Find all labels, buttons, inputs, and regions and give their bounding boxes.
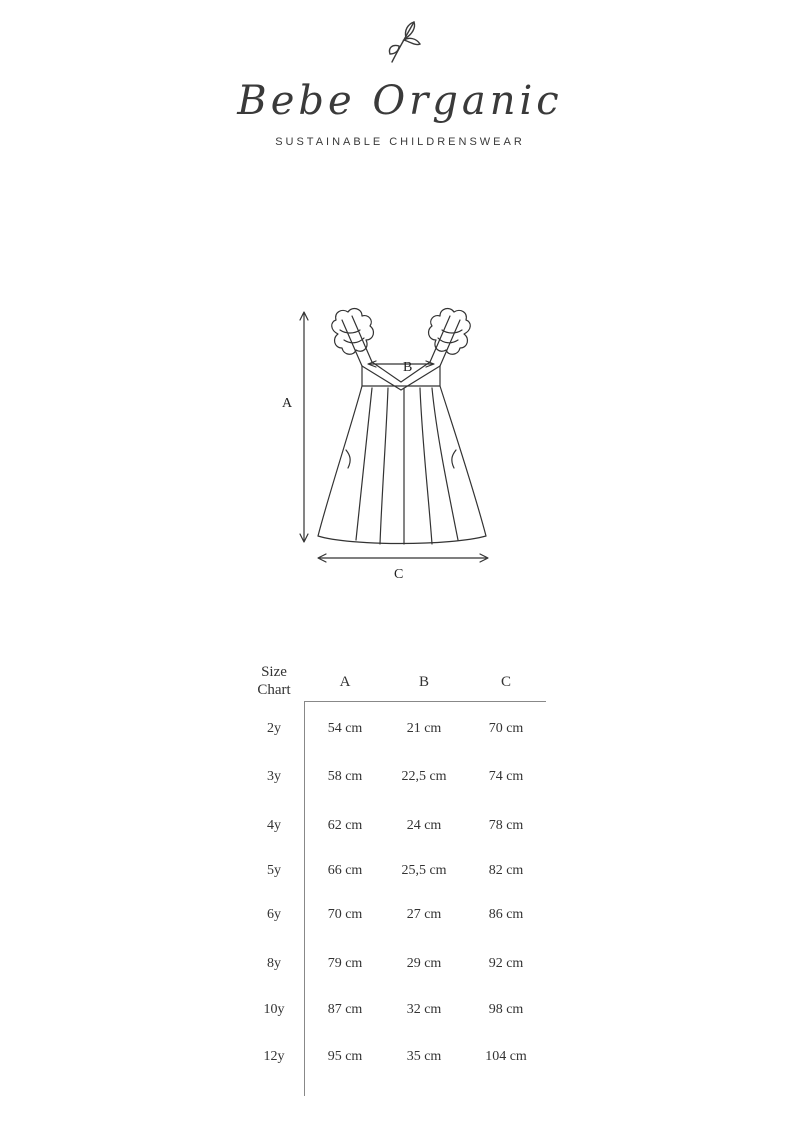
measurement-a-cell: 58 cm (327, 769, 363, 784)
header-divider (304, 701, 546, 702)
measurement-a-cell: 70 cm (327, 907, 363, 922)
size-column-divider (304, 701, 305, 1096)
brand-header (0, 0, 800, 160)
measurement-c-cell: 82 cm (488, 863, 524, 878)
measurement-c-cell: 86 cm (488, 907, 524, 922)
size-cell: 10y (263, 1002, 285, 1017)
size-chart-heading-line1: Size (261, 664, 287, 680)
measurement-c-cell: 78 cm (488, 818, 524, 833)
column-header-c: C (500, 674, 511, 690)
size-chart-heading (240, 663, 308, 699)
measurement-c-cell: 92 cm (488, 956, 524, 971)
table-row (240, 818, 560, 838)
size-chart-heading-line2: Chart (257, 682, 291, 698)
measurement-b-cell: 21 cm (406, 721, 442, 736)
measurement-b-cell: 27 cm (406, 907, 442, 922)
brand-name: Bebe Organic (237, 78, 563, 124)
table-row (240, 1049, 560, 1069)
measurement-b-cell: 25,5 cm (401, 863, 447, 878)
size-cell: 6y (267, 907, 281, 922)
size-cell: 4y (267, 818, 281, 833)
table-row (240, 721, 560, 741)
dimension-b-label: B (403, 360, 413, 375)
leaf-sprig-icon (0, 0, 800, 80)
measurement-b-cell: 35 cm (406, 1049, 442, 1064)
measurement-b-cell: 29 cm (406, 956, 442, 971)
column-header-a: A (339, 674, 351, 690)
table-row (240, 1002, 560, 1022)
table-row (240, 769, 560, 789)
table-row (240, 863, 560, 883)
measurement-c-cell: 74 cm (488, 769, 524, 784)
measurement-c-cell: 104 cm (485, 1049, 527, 1064)
brand-tagline: SUSTAINABLE CHILDRENSWEAR (275, 136, 525, 148)
measurement-a-cell: 62 cm (327, 818, 363, 833)
size-cell: 8y (267, 956, 281, 971)
measurement-a-cell: 95 cm (327, 1049, 363, 1064)
measurement-a-cell: 79 cm (327, 956, 363, 971)
measurement-c-cell: 98 cm (488, 1002, 524, 1017)
measurement-c-cell: 70 cm (488, 721, 524, 736)
measurement-a-cell: 54 cm (327, 721, 363, 736)
measurement-a-cell: 87 cm (327, 1002, 363, 1017)
measurement-a-cell: 66 cm (327, 863, 363, 878)
dress-flat-sketch-icon (0, 290, 800, 610)
dress-measurement-diagram (0, 290, 800, 610)
measurement-b-cell: 24 cm (406, 818, 442, 833)
column-header-b: B (418, 674, 429, 690)
size-cell: 2y (267, 721, 281, 736)
size-cell: 12y (263, 1049, 285, 1064)
measurement-b-cell: 32 cm (406, 1002, 442, 1017)
size-cell: 3y (267, 769, 281, 784)
table-row (240, 956, 560, 976)
size-chart-table (240, 660, 560, 1100)
measurement-b-cell: 22,5 cm (401, 769, 447, 784)
dimension-c-label: C (394, 567, 404, 582)
size-cell: 5y (267, 863, 281, 878)
dimension-a-label: A (282, 396, 293, 411)
table-row (240, 907, 560, 927)
